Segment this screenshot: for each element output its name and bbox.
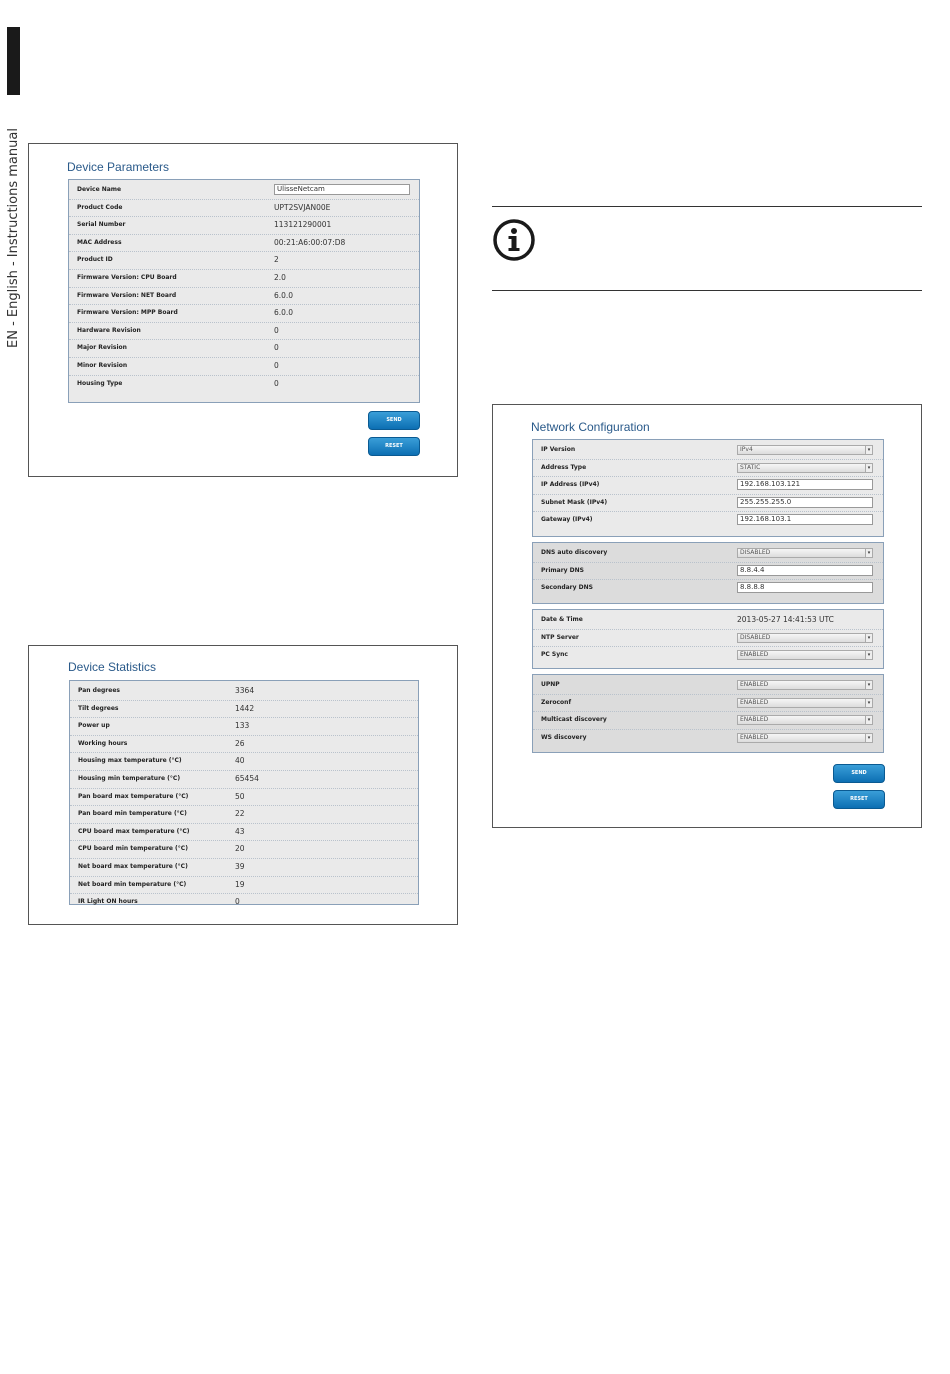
field-label: Working hours (78, 739, 128, 747)
field-value-text: DISABLED (740, 633, 771, 641)
hardware-revision-value (274, 326, 279, 335)
field-label: Tilt degrees (78, 704, 119, 712)
field-value-text: 20 (235, 844, 245, 854)
field-label: NTP Server (541, 633, 579, 641)
field-label: Firmware Version: MPP Board (77, 309, 178, 317)
field-label: Date & Time (541, 616, 583, 623)
device-statistics-panel (69, 680, 419, 905)
row-firmware-version-net-board (69, 288, 419, 306)
chevron-down-icon[interactable]: ▾ (865, 734, 872, 742)
field-label: Device Name (77, 186, 122, 193)
send-button[interactable]: SEND (368, 411, 420, 430)
field-label: Pan board max temperature (°C) (78, 792, 189, 800)
cpu-board-min-temperature-c-value (235, 844, 245, 853)
primary-dns-input[interactable] (737, 565, 873, 576)
pan-board-min-temperature-c-value (235, 809, 245, 818)
note-top-rule (492, 206, 922, 207)
field-label: Address Type (541, 463, 587, 471)
field-value-text: ENABLED (740, 716, 769, 724)
ip-address-ipv4-input[interactable] (737, 479, 873, 490)
chevron-down-icon[interactable]: ▾ (865, 681, 872, 689)
info-icon (492, 218, 536, 262)
product-id-value (274, 255, 279, 264)
field-value-text: 39 (235, 861, 245, 871)
row-device-name (69, 182, 419, 200)
row-date-time (533, 612, 883, 630)
field-value-text: 22 (235, 809, 245, 819)
side-label: EN - English - Instructions manual (6, 128, 21, 348)
field-value-text: 192.168.103.1 (740, 515, 792, 524)
secondary-dns-input[interactable] (737, 582, 873, 593)
serial-number-value (274, 220, 331, 229)
field-value-text: ENABLED (740, 733, 769, 741)
row-product-id (69, 252, 419, 270)
device-statistics-title: Device Statistics (68, 660, 157, 674)
field-value-text: 8.8.8.8 (740, 583, 765, 592)
field-label: Subnet Mask (IPv4) (541, 498, 608, 506)
device-name-input[interactable] (274, 184, 410, 195)
field-label: Housing Type (77, 379, 123, 387)
row-ip-address-ipv4 (533, 477, 883, 495)
field-value-text: 26 (235, 738, 245, 748)
field-value-text: 0 (235, 897, 240, 907)
net-board-max-temperature-c-value (235, 862, 245, 871)
field-value-text: 00:21:A6:00:07:D8 (274, 237, 346, 247)
row-cpu-board-min-temperature-c (70, 841, 418, 859)
field-value-text: 65454 (235, 773, 259, 783)
field-value-text: 19 (235, 879, 245, 889)
row-tilt-degrees (70, 701, 418, 719)
housing-type-value (274, 379, 279, 388)
field-label: Net board max temperature (°C) (78, 862, 188, 870)
field-label: Pan degrees (78, 687, 120, 694)
date-time-value (737, 615, 834, 624)
field-value-text: 50 (235, 791, 245, 801)
row-net-board-max-temperature-c (70, 859, 418, 877)
firmware-version-mpp-board-value (274, 308, 293, 317)
send-button[interactable]: SEND (833, 764, 885, 783)
field-label: Product ID (77, 256, 113, 264)
field-value-text: 0 (274, 325, 279, 335)
field-label: IP Address (IPv4) (541, 481, 600, 489)
row-product-code (69, 200, 419, 218)
field-value-text: 255.255.255.0 (740, 497, 792, 506)
row-ws-discovery (533, 730, 883, 748)
field-label: WS discovery (541, 733, 587, 741)
row-firmware-version-cpu-board (69, 270, 419, 288)
field-value-text: 0 (274, 360, 279, 370)
row-housing-min-temperature-c (70, 771, 418, 789)
housing-min-temperature-c-value (235, 774, 259, 783)
working-hours-value (235, 739, 245, 748)
field-label: Net board min temperature (°C) (78, 880, 187, 888)
chevron-down-icon[interactable]: ▾ (865, 716, 872, 724)
row-upnp (533, 677, 883, 695)
row-primary-dns (533, 563, 883, 581)
cpu-board-max-temperature-c-value (235, 827, 245, 836)
field-label: UPNP (541, 681, 560, 688)
row-address-type (533, 460, 883, 478)
field-label: Firmware Version: CPU Board (77, 273, 177, 281)
row-multicast-discovery (533, 712, 883, 730)
product-code-value (274, 203, 330, 212)
row-zeroconf (533, 695, 883, 713)
row-ntp-server (533, 630, 883, 648)
chevron-down-icon[interactable]: ▾ (865, 446, 872, 454)
row-pan-board-min-temperature-c (70, 806, 418, 824)
field-value-text: 2.0 (274, 272, 286, 282)
device-parameters-title: Device Parameters (67, 160, 170, 174)
field-label: Pan board min temperature (°C) (78, 810, 187, 818)
ir-light-on-hours-value (235, 897, 240, 906)
row-cpu-board-max-temperature-c (70, 824, 418, 842)
time-settings-panel (532, 609, 884, 669)
row-housing-max-temperature-c (70, 753, 418, 771)
field-value-text: 6.0.0 (274, 290, 294, 300)
device-parameters-screenshot (28, 143, 458, 477)
reset-button[interactable]: RESET (368, 437, 420, 456)
field-value-text: STATIC (740, 463, 761, 471)
field-value-text: 0 (274, 343, 279, 353)
field-value-text: UlisseNetcam (277, 185, 325, 193)
row-secondary-dns (533, 580, 883, 598)
field-label: Gateway (IPv4) (541, 516, 593, 524)
field-value-text: 6.0.0 (274, 308, 294, 318)
chevron-down-icon[interactable]: ▾ (865, 699, 872, 707)
zeroconf-select[interactable] (737, 698, 873, 708)
mac-address-value (274, 238, 345, 247)
multicast-discovery-select[interactable] (737, 715, 873, 725)
row-net-board-min-temperature-c (70, 877, 418, 895)
pc-sync-select[interactable] (737, 650, 873, 660)
field-value-text: 192.168.103.121 (740, 480, 801, 489)
field-value-text: ENABLED (740, 651, 769, 659)
field-value-text: 113121290001 (274, 220, 332, 230)
field-label: DNS auto discovery (541, 549, 608, 556)
field-label: CPU board max temperature (°C) (78, 827, 190, 835)
device-statistics-screenshot (28, 645, 458, 925)
network-configuration-screenshot (492, 404, 922, 828)
device-parameters-panel (68, 179, 420, 403)
field-label: Serial Number (77, 221, 126, 229)
chevron-down-icon[interactable]: ▾ (865, 549, 872, 557)
field-value-text: IPv4 (740, 446, 753, 453)
ip-settings-panel (532, 439, 884, 537)
row-ir-light-on-hours (70, 894, 418, 912)
row-housing-type (69, 376, 419, 394)
pan-board-max-temperature-c-value (235, 792, 245, 801)
firmware-version-cpu-board-value (274, 273, 286, 282)
field-label: Hardware Revision (77, 326, 141, 334)
network-configuration-title: Network Configuration (531, 420, 650, 434)
row-major-revision (69, 340, 419, 358)
field-value-text: 40 (235, 756, 245, 766)
field-label: Zeroconf (541, 698, 572, 706)
gateway-ipv4-input[interactable] (737, 514, 873, 525)
row-dns-auto-discovery (533, 545, 883, 563)
field-value-text: 133 (235, 721, 250, 731)
housing-max-temperature-c-value (235, 756, 245, 765)
tilt-degrees-value (235, 704, 254, 713)
reset-button[interactable]: RESET (833, 790, 885, 809)
field-label: Product Code (77, 203, 123, 211)
row-gateway-ipv4 (533, 512, 883, 530)
field-label: Firmware Version: NET Board (77, 291, 177, 299)
field-label: MAC Address (77, 238, 122, 246)
dns-auto-discovery-select[interactable] (737, 548, 873, 558)
field-value-text: ENABLED (740, 698, 769, 706)
note-bottom-rule (492, 290, 922, 291)
field-value-text: 8.8.4.4 (740, 565, 765, 574)
field-label: IP Version (541, 446, 576, 453)
field-label: IR Light ON hours (78, 898, 138, 906)
pan-degrees-value (235, 686, 254, 695)
field-label: PC Sync (541, 651, 568, 659)
row-mac-address (69, 235, 419, 253)
section-marker-bar (7, 27, 20, 95)
field-value-text: 43 (235, 826, 245, 836)
subnet-mask-ipv4-input[interactable] (737, 497, 873, 508)
row-minor-revision (69, 358, 419, 376)
field-value-text: ENABLED (740, 681, 769, 688)
upnp-select[interactable] (737, 680, 873, 690)
row-subnet-mask-ipv4 (533, 495, 883, 513)
row-working-hours (70, 736, 418, 754)
row-pan-degrees (70, 683, 418, 701)
row-power-up (70, 718, 418, 736)
field-label: Multicast discovery (541, 716, 607, 724)
power-up-value (235, 721, 249, 730)
field-label: Housing max temperature (°C) (78, 757, 182, 765)
ntp-server-select[interactable] (737, 633, 873, 643)
field-label: Housing min temperature (°C) (78, 774, 181, 782)
row-pc-sync (533, 647, 883, 665)
discovery-settings-panel (532, 674, 884, 753)
field-value-text: 3364 (235, 686, 255, 695)
field-label: Major Revision (77, 344, 127, 352)
field-value-text: 2 (274, 255, 279, 265)
row-hardware-revision (69, 323, 419, 341)
field-value-text: 0 (274, 378, 279, 388)
row-pan-board-max-temperature-c (70, 789, 418, 807)
chevron-down-icon[interactable]: ▾ (865, 464, 872, 472)
dns-settings-panel (532, 542, 884, 604)
field-value-text: 1442 (235, 703, 255, 713)
firmware-version-net-board-value (274, 291, 293, 300)
chevron-down-icon[interactable]: ▾ (865, 651, 872, 659)
minor-revision-value (274, 361, 279, 370)
field-label: Power up (78, 722, 110, 730)
row-firmware-version-mpp-board (69, 305, 419, 323)
chevron-down-icon[interactable]: ▾ (865, 634, 872, 642)
field-value-text: UPT2SVJAN00E (274, 202, 331, 212)
row-serial-number (69, 217, 419, 235)
net-board-min-temperature-c-value (235, 880, 245, 889)
field-value-text: DISABLED (740, 549, 771, 556)
major-revision-value (274, 343, 279, 352)
field-label: Secondary DNS (541, 584, 593, 592)
field-label: Primary DNS (541, 566, 584, 574)
ip-version-select[interactable] (737, 445, 873, 455)
field-label: Minor Revision (77, 361, 128, 369)
row-ip-version (533, 442, 883, 460)
ws-discovery-select[interactable] (737, 733, 873, 743)
field-label: CPU board min temperature (°C) (78, 845, 188, 853)
field-value-text: 2013-05-27 14:41:53 UTC (737, 615, 834, 624)
address-type-select[interactable] (737, 463, 873, 473)
